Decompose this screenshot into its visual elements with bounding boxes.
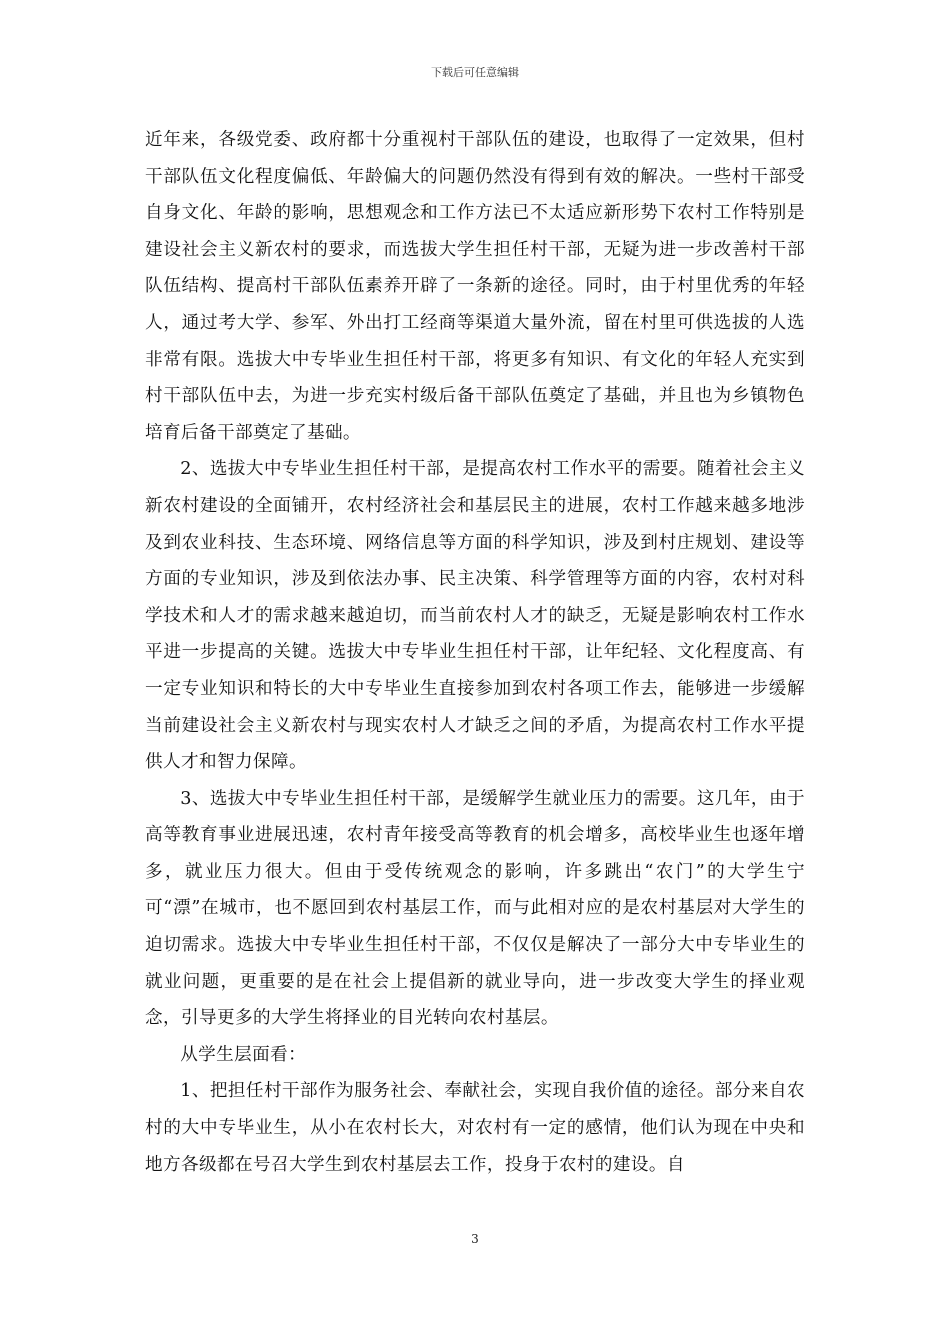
paragraph-1: 近年来，各级党委、政府都十分重视村干部队伍的建设，也取得了一定效果，但村干部队伍文化程度偏低、年龄偏大的问题仍然没有得到有效的解决。一些村干部受自身文化、年龄的影响，思想观念和工作方法已不太适应新形势下农村工作特别是建设社会主义新农村的要求，而选拔大学生担任村干部，无疑为进一步改善村干部队伍结构、提高村干部队伍素养开辟了一条新的途径。同时，由于村里优秀的年轻人，通过考大学、参军、外出打工经商等渠道大量外流，留在村里可供选拔的人选非常有限。选拔大中专毕业生担任村干部，将更多有知识、有文化的年轻人充实到村干部队伍中去，为进一步充实村级后备干部队伍奠定了基础，并且也为乡镇物色培育后备干部奠定了基础。	[145, 130, 805, 443]
page-number: 3	[471, 1232, 479, 1246]
paragraph-5: 1、把担任村干部作为服务社会、奉献社会，实现自我价值的途径。部分来自农村的大中专毕业生，从小在农村长大，对农村有一定的感情，他们认为现在中央和地方各级都在号召大学生到农村基层去工作，投身于农村的建设。自	[145, 1081, 805, 1175]
page-header: 下载后可任意编辑	[431, 66, 519, 79]
paragraph-2: 2、选拔大中专毕业生担任村干部，是提高农村工作水平的需要。随着社会主义新农村建设的全面铺开，农村经济社会和基层民主的进展，农村工作越来越多地涉及到农业科技、生态环境、网络信息等方面的科学知识，涉及到村庄规划、建设等方面的专业知识，涉及到依法办事、民主决策、科学管理等方面的内容，农村对科学技术和人才的需求越来越迫切，而当前农村人才的缺乏，无疑是影响农村工作水平进一步提高的关键。选拔大中专毕业生担任村干部，让年纪轻、文化程度高、有一定专业知识和特长的大中专毕业生直接参加到农村各项工作去，能够进一步缓解当前建设社会主义新农村与现实农村人才缺乏之间的矛盾，为提高农村工作水平提供人才和智力保障。	[145, 459, 805, 773]
document-body	[145, 122, 805, 1183]
paragraph-3: 3、选拔大中专毕业生担任村干部，是缓解学生就业压力的需要。这几年，由于高等教育事业进展迅速，农村青年接受高等教育的机会增多，高校毕业生也逐年增多，就业压力很大。但由于受传统观念的影响，许多跳出“农门”的大学生宁可“漂”在城市，也不愿回到农村基层工作，而与此相对应的是农村基层对大学生的迫切需求。选拔大中专毕业生担任村干部，不仅仅是解决了一部分大中专毕业生的就业问题，更重要的是在社会上提倡新的就业导向，进一步改变大学生的择业观念，引导更多的大学生将择业的目光转向农村基层。	[145, 788, 805, 1029]
paragraph-4: 从学生层面看：	[180, 1044, 307, 1065]
